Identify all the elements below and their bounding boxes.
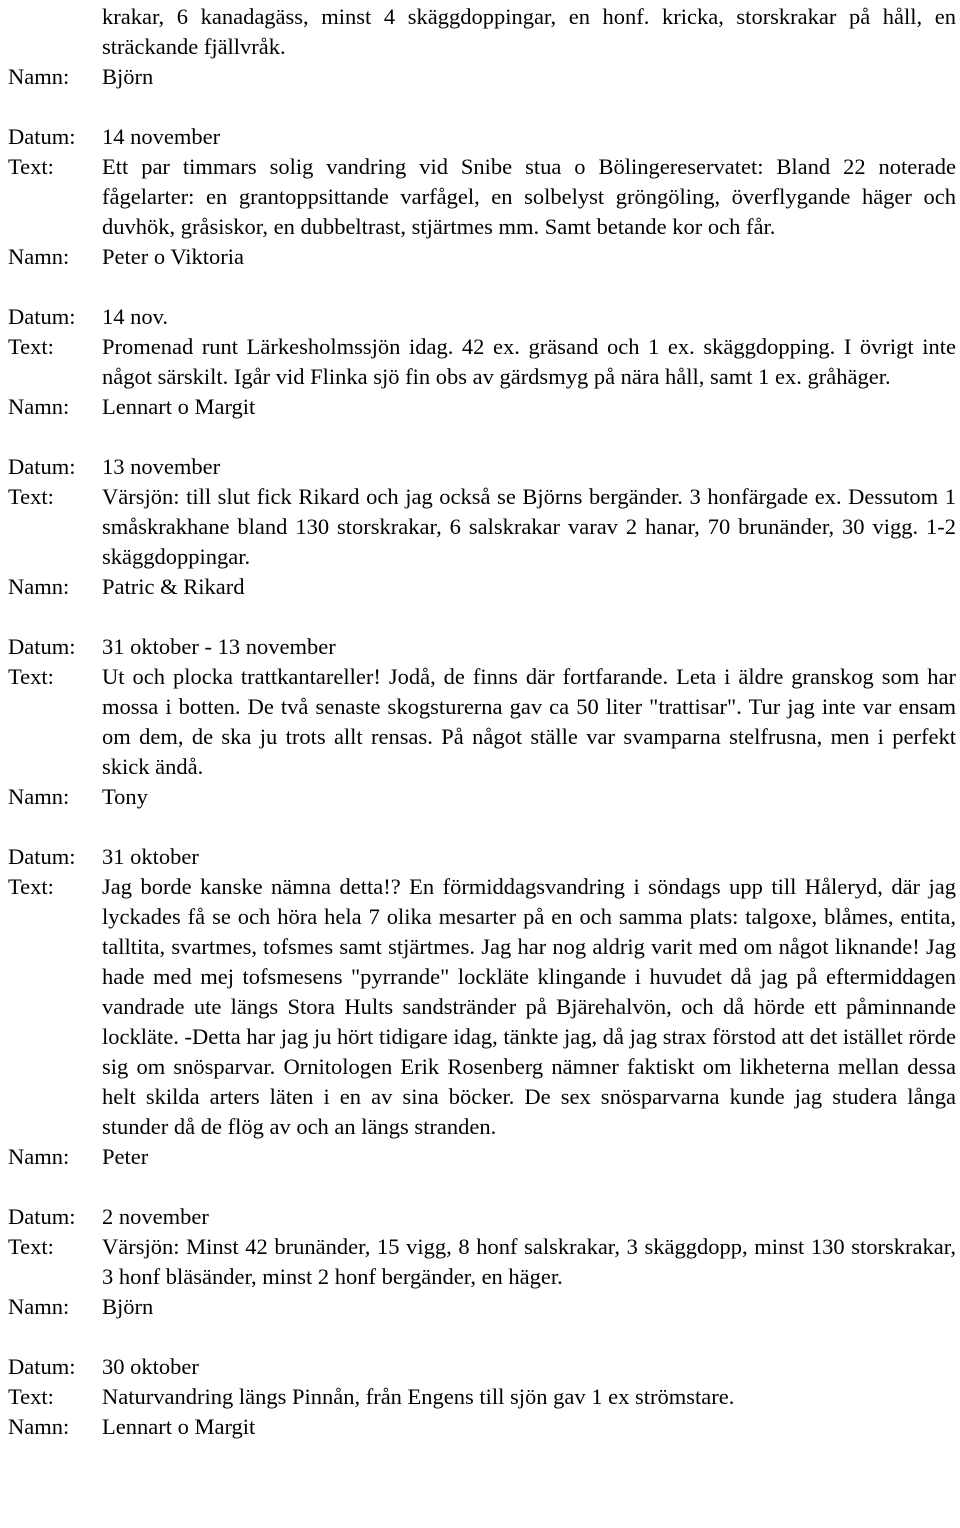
entry-1 xyxy=(8,122,956,272)
datum-label: Datum: xyxy=(8,1354,76,1379)
text-label: Text: xyxy=(8,874,54,899)
namn-label: Namn: xyxy=(8,1294,70,1319)
datum-label: Datum: xyxy=(8,844,76,869)
text-label: Text: xyxy=(8,334,54,359)
entry-5-text: Jag borde kanske nämna detta!? En förmiddagsvandring i söndags upp till Håleryd, där jag lyckades få se och höra hela 7 olika mesarter på en och samma plats: talgoxe, blåmes, entita, talltita, svartmes, tofsmes samt stjärtmes. Jag har nog aldrig varit med om något liknande! Jag hade med mej tofsmesens "pyrrande" lockläte klingande i huvudet då jag på eftermiddagen vandrade ute längs Stora Hults sandstränder på Bjärehalvön, och då hörde ett påminnande lockläte. -Detta har jag ju hört tidigare idag, tänkte jag, då jag strax förstod att det istället rörde sig om snösparvar. Ornitologen Erik Rosenberg nämner faktiskt om likheterna mellan dessa helt skilda arters läten i en av sina böcker. De sex snösparvarna kunde jag studera långa stunder då de flög av och an längs stranden. xyxy=(102,874,956,1139)
entry-3 xyxy=(8,452,956,602)
text-label: Text: xyxy=(8,484,54,509)
namn-label: Namn: xyxy=(8,1144,70,1169)
entry-4-namn: Tony xyxy=(102,784,148,809)
entry-3-datum: 13 november xyxy=(102,454,221,479)
datum-label: Datum: xyxy=(8,634,76,659)
entry-0-namn-row xyxy=(8,62,956,92)
datum-label: Datum: xyxy=(8,304,76,329)
entry-4-datum: 31 oktober - 13 november xyxy=(102,634,336,659)
entry-2 xyxy=(8,302,956,422)
entry-1-datum: 14 november xyxy=(102,124,221,149)
entry-4 xyxy=(8,632,956,812)
datum-label: Datum: xyxy=(8,1204,76,1229)
entry-0-namn: Björn xyxy=(102,64,154,89)
entry-5-namn: Peter xyxy=(102,1144,149,1169)
text-label: Text: xyxy=(8,664,54,689)
text-label: Text: xyxy=(8,1234,54,1259)
entry-2-namn: Lennart o Margit xyxy=(102,394,256,419)
entry-1-text: Ett par timmars solig vandring vid Snibe stua o Bölingereservatet: Bland 22 noterade fågelarter: en grantoppsittande varfågel, en solbelyst gröngöling, överflygande häger och duvhök, gråsiskor, en dubbeltrast, stjärtmes mm. Samt betande kor och får. xyxy=(102,154,956,239)
entry-2-datum: 14 nov. xyxy=(102,304,169,329)
entry-6-text: Värsjön: Minst 42 brunänder, 15 vigg, 8 honf salskrakar, 3 skäggdopp, minst 130 storskrakar, 3 honf bläsänder, minst 2 honf bergänder, en häger. xyxy=(102,1234,956,1289)
namn-label: Namn: xyxy=(8,574,70,599)
entry-7 xyxy=(8,1352,956,1442)
datum-label: Datum: xyxy=(8,124,76,149)
entry-7-datum: 30 oktober xyxy=(102,1354,199,1379)
entry-1-namn: Peter o Viktoria xyxy=(102,244,244,269)
entry-6-datum: 2 november xyxy=(102,1204,209,1229)
entry-3-text: Värsjön: till slut fick Rikard och jag också se Björns bergänder. 3 honfärgade ex. Dessutom 1 småskrakhane bland 130 storskrakar, 6 salskrakar varav 2 hanar, 70 brunänder, 30 vigg. 1-2 skäggdoppingar. xyxy=(102,484,956,569)
entry-5-datum: 31 oktober xyxy=(102,844,199,869)
entry-6 xyxy=(8,1202,956,1322)
entry-5 xyxy=(8,842,956,1172)
entry-7-namn: Lennart o Margit xyxy=(102,1414,256,1439)
entry-6-namn: Björn xyxy=(102,1294,154,1319)
namn-label: Namn: xyxy=(8,394,70,419)
entry-7-text: Naturvandring längs Pinnån, från Engens till sjön gav 1 ex strömstare. xyxy=(102,1384,735,1409)
document-page xyxy=(8,2,956,1442)
namn-label: Namn: xyxy=(8,244,70,269)
text-label: Text: xyxy=(8,154,54,179)
namn-label: Namn: xyxy=(8,64,70,89)
entry-2-text: Promenad runt Lärkesholmssjön idag. 42 ex. gräsand och 1 ex. skäggdopping. I övrigt inte något särskilt. Igår vid Flinka sjö fin obs av gärdsmyg på nära håll, samt 1 ex. gråhäger. xyxy=(102,334,956,389)
datum-label: Datum: xyxy=(8,454,76,479)
text-label: Text: xyxy=(8,1384,54,1409)
continued-text: krakar, 6 kanadagäss, minst 4 skäggdoppingar, en honf. kricka, storskrakar på håll, en sträckande fjällvråk. xyxy=(102,4,956,59)
namn-label: Namn: xyxy=(8,1414,70,1439)
entry-4-text: Ut och plocka trattkantareller! Jodå, de finns där fortfarande. Leta i äldre granskog som har mossa i botten. De två senaste skogsturerna gav ca 50 liter "trattisar". Tur jag inte var ensam om dem, de ska ju trots allt rensas. På något ställe var svamparna stelfrusna, men i perfekt skick ändå. xyxy=(102,664,956,779)
namn-label: Namn: xyxy=(8,784,70,809)
entry-3-namn: Patric & Rikard xyxy=(102,574,245,599)
